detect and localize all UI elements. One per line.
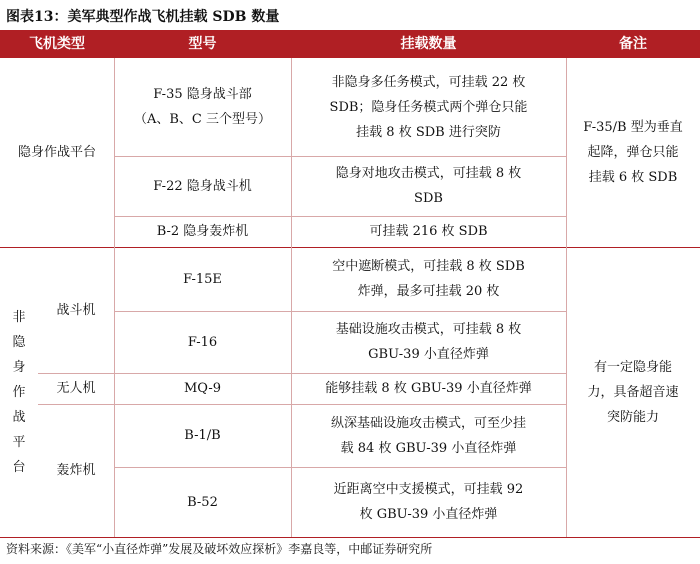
capacity-line: 基础设施攻击模式，可挂载 8 枚 [335,322,522,337]
capacity-line: 枚 GBU-39 小直径炸弹 [359,507,498,522]
note-line: 突防能力 [606,409,659,425]
capacity-line: SDB [414,191,443,206]
subgroup-fighter: 战斗机 [56,302,96,318]
table-row-capacity [291,404,566,467]
table-row-model: F-16 [187,334,218,350]
table-row-capacity: 能够挂载 8 枚 GBU-39 小直径炸弹 [325,381,532,396]
group-non-stealth [0,247,38,537]
table-row-model [114,58,291,156]
header-model: 型号 [188,36,217,52]
table-row-capacity [291,58,566,156]
table-row-capacity: 可挂载 216 枚 SDB [369,224,488,239]
table-row-model: B-2 隐身轰炸机 [156,224,249,239]
group-non-stealth-char: 作 [12,384,26,400]
capacity-line: 非隐身多任务模式，可挂载 22 枚 [331,74,526,90]
table-row-capacity [291,247,566,311]
capacity-line: SDB；隐身任务模式两个弹仓只能 [329,99,528,115]
group-non-stealth-char: 非 [12,309,26,325]
table-row-capacity [291,311,566,373]
header-capacity: 挂载数量 [400,36,457,52]
table-row-model: F-22 隐身战斗机 [153,178,252,194]
notes-stealth [566,58,700,247]
model-line: F-35 隐身战斗部 [153,87,252,102]
model-line: （A、B、C 三个型号） [133,112,272,127]
capacity-line: 空中遮断模式，可挂载 8 枚 SDB [332,259,525,274]
subgroup-bomber: 轰炸机 [56,463,96,478]
table-header [0,30,700,58]
group-non-stealth-char: 战 [12,409,26,425]
group-non-stealth-char: 隐 [12,334,26,350]
header-notes: 备注 [619,36,647,52]
note-line: 挂载 6 枚 SDB [588,170,678,185]
notes-non-stealth [566,247,700,537]
table-row-model: B-52 [187,494,218,510]
table-row-model: MQ-9 [183,381,222,396]
note-line: 有一定隐身能 [593,359,672,375]
capacity-line: GBU-39 小直径炸弹 [368,347,489,362]
note-line: 力，具备超音速 [587,384,679,400]
page-title: 图表13：美军典型作战飞机挂载 SDB 数量 [6,9,280,25]
capacity-line: 载 84 枚 GBU-39 小直径炸弹 [340,440,517,456]
capacity-line: 隐身对地攻击模式，可挂载 8 枚 [335,166,522,181]
table-row-model: F-15E [183,271,222,287]
group-non-stealth-char: 平 [12,434,26,450]
source-note: 资料来源：《美军“小直径炸弹”发展及破坏效应探析》李嘉良等，中邮证券研究所 [6,542,433,556]
table-row-capacity [291,156,566,216]
group-stealth: 隐身作战平台 [17,145,96,160]
capacity-line: 纵深基础设施攻击模式，可至少挂 [330,415,526,431]
note-line: F-35/B 型为垂直 [583,120,683,135]
group-non-stealth-char: 台 [12,459,26,475]
subgroup-drone: 无人机 [56,381,96,396]
table-row-model: B-1/B [184,428,221,443]
capacity-line: 挂载 8 枚 SDB 进行突防 [356,124,501,140]
capacity-line: 炸弹，最多可挂载 20 枚 [357,284,500,299]
sdb-table [0,30,700,538]
capacity-line: 近距离空中支援模式，可挂载 92 [333,482,524,497]
group-non-stealth-char: 身 [12,359,26,375]
note-line: 起降，弹仓只能 [587,145,679,160]
header-aircraft-type: 飞机类型 [29,36,85,52]
table-row-capacity [291,467,566,537]
